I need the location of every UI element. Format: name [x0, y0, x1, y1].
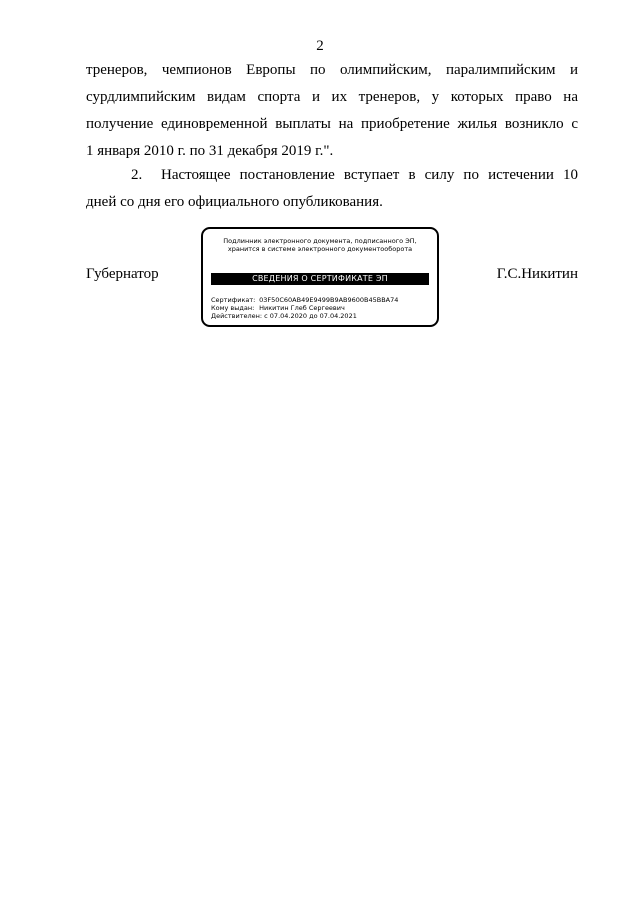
signatory-role: Губернатор — [86, 266, 159, 282]
stamp-notice-line: хранится в системе электронного документооборота — [227, 245, 413, 253]
text-line: получение единовременной выплаты на приобретение жилья возникло с — [86, 116, 578, 132]
certificate-row — [211, 296, 429, 304]
text-line: дней со дня его официального опубликования. — [86, 194, 383, 210]
signatory-name: Г.С.Никитин — [496, 266, 578, 282]
owner-label: Кому выдан: — [211, 304, 255, 312]
paragraph-number: 2. — [131, 167, 143, 183]
text-line: тренеров, чемпионов Европы по олимпийским, паралимпийским и — [86, 62, 578, 78]
paragraph-continuation — [86, 57, 578, 165]
electronic-signature-stamp — [201, 227, 439, 327]
stamp-header: СВЕДЕНИЯ О СЕРТИФИКАТЕ ЭП — [211, 273, 429, 285]
text-line: сурдлимпийским видам спорта и их тренеров, у которых право на — [86, 89, 578, 105]
paragraph-2-first-line — [86, 162, 578, 189]
certificate-label: Сертификат: — [211, 296, 256, 304]
stamp-details — [211, 296, 429, 320]
page-number: 2 — [316, 38, 324, 54]
text-line: Настоящее постановление вступает в силу по истечении 10 — [161, 167, 578, 183]
owner-value: Никитин Глеб Сергеевич — [259, 304, 345, 312]
text-line: 1 января 2010 г. по 31 декабря 2019 г.". — [86, 143, 334, 159]
stamp-notice — [203, 237, 437, 253]
owner-row — [211, 304, 429, 312]
validity-row: Действителен: с 07.04.2020 до 07.04.2021 — [211, 312, 357, 320]
paragraph-2 — [86, 162, 578, 216]
stamp-notice-line: Подлинник электронного документа, подписанного ЭП, — [223, 237, 417, 245]
certificate-value: 03F50C60AB49E9499B9AB9600B45BBA74 — [259, 296, 399, 304]
